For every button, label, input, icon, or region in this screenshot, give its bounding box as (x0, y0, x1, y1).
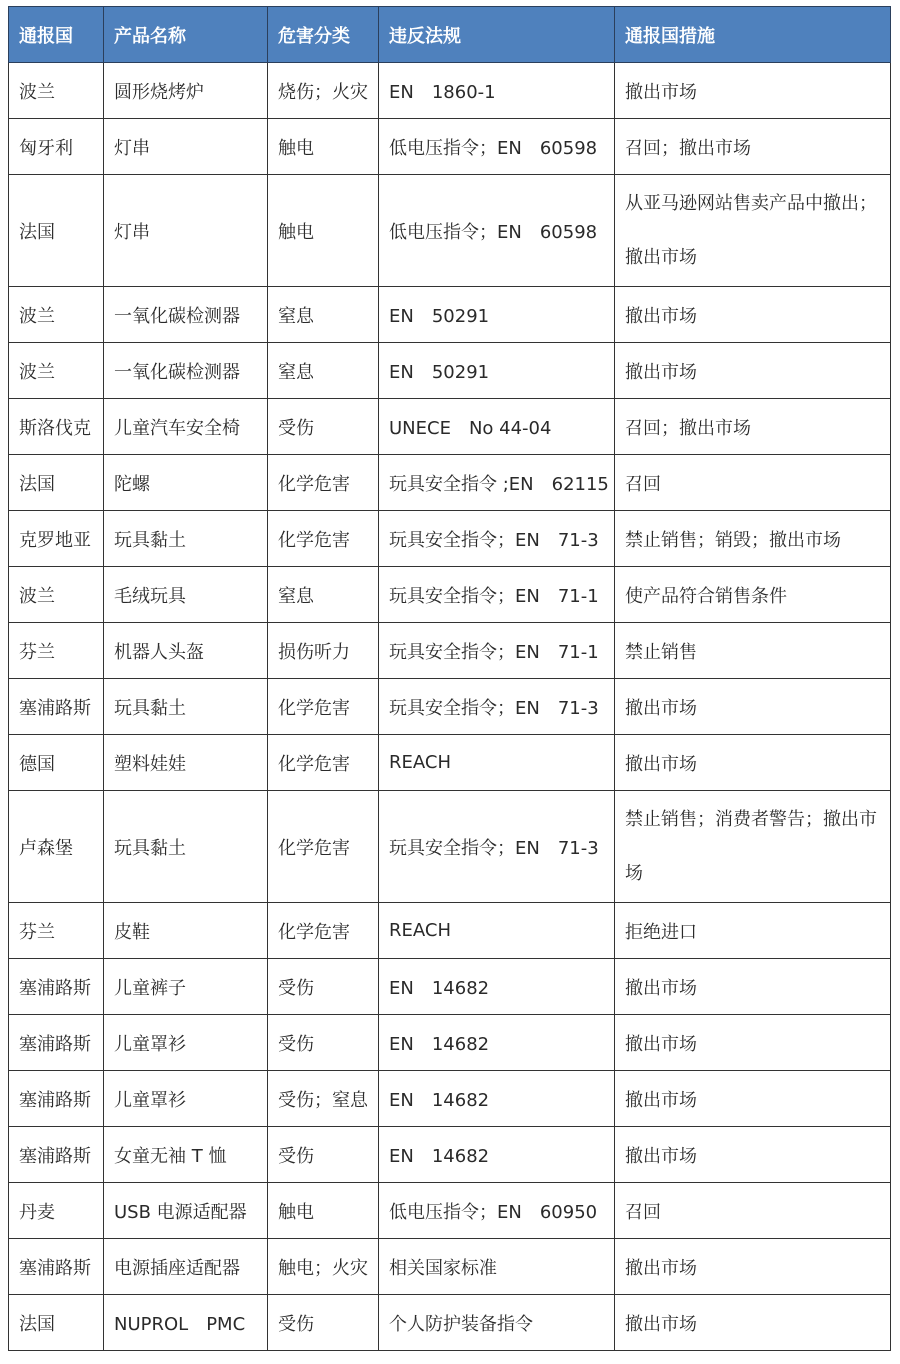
header-hazard: 危害分类 (268, 7, 379, 63)
cell-product: 玩具黏土 (104, 791, 268, 903)
table-row (9, 399, 891, 455)
cell-product: 一氧化碳检测器 (104, 343, 268, 399)
cell-hazard: 化学危害 (268, 455, 379, 511)
cell-country: 塞浦路斯 (9, 1127, 104, 1183)
table-row (9, 1295, 891, 1351)
cell-regulation: 低电压指令；EN 60950 (379, 1183, 615, 1239)
cell-product: USB 电源适配器 (104, 1183, 268, 1239)
cell-hazard: 受伤 (268, 399, 379, 455)
cell-measure: 撤出市场 (615, 735, 891, 791)
cell-measure: 禁止销售 (615, 623, 891, 679)
cell-product: 陀螺 (104, 455, 268, 511)
cell-product: 塑料娃娃 (104, 735, 268, 791)
cell-country: 法国 (9, 1295, 104, 1351)
cell-product: 毛绒玩具 (104, 567, 268, 623)
cell-regulation: UNECE No 44-04 (379, 399, 615, 455)
cell-country: 波兰 (9, 343, 104, 399)
cell-measure: 撤出市场 (615, 959, 891, 1015)
cell-hazard: 烧伤；火灾 (268, 63, 379, 119)
cell-hazard: 触电 (268, 119, 379, 175)
cell-country: 克罗地亚 (9, 511, 104, 567)
cell-hazard: 损伤听力 (268, 623, 379, 679)
cell-country: 塞浦路斯 (9, 1239, 104, 1295)
cell-country: 芬兰 (9, 903, 104, 959)
cell-product: 玩具黏土 (104, 679, 268, 735)
recall-notification-table (8, 6, 891, 1351)
cell-measure: 撤出市场 (615, 679, 891, 735)
cell-measure: 撤出市场 (615, 63, 891, 119)
table-row (9, 343, 891, 399)
cell-measure: 召回；撤出市场 (615, 399, 891, 455)
table-row (9, 175, 891, 287)
cell-measure: 撤出市场 (615, 1015, 891, 1071)
cell-product: 灯串 (104, 119, 268, 175)
table-row (9, 511, 891, 567)
table-row (9, 679, 891, 735)
cell-regulation: 玩具安全指令 ;EN 62115 (379, 455, 615, 511)
cell-country: 塞浦路斯 (9, 1071, 104, 1127)
cell-measure: 撤出市场 (615, 1239, 891, 1295)
table-row (9, 1015, 891, 1071)
cell-hazard: 化学危害 (268, 735, 379, 791)
cell-product: 儿童汽车安全椅 (104, 399, 268, 455)
table-row (9, 119, 891, 175)
cell-measure: 拒绝进口 (615, 903, 891, 959)
cell-regulation: EN 14682 (379, 1127, 615, 1183)
cell-measure: 撤出市场 (615, 287, 891, 343)
cell-product: 儿童罩衫 (104, 1015, 268, 1071)
cell-country: 丹麦 (9, 1183, 104, 1239)
table-row (9, 791, 891, 903)
cell-hazard: 受伤；窒息 (268, 1071, 379, 1127)
cell-regulation: REACH (379, 903, 615, 959)
cell-hazard: 化学危害 (268, 903, 379, 959)
cell-hazard: 化学危害 (268, 679, 379, 735)
cell-measure: 禁止销售；销毁；撤出市场 (615, 511, 891, 567)
cell-hazard: 化学危害 (268, 511, 379, 567)
cell-product: 一氧化碳检测器 (104, 287, 268, 343)
table-row (9, 287, 891, 343)
cell-country: 法国 (9, 455, 104, 511)
cell-regulation: EN 14682 (379, 1071, 615, 1127)
cell-measure: 召回 (615, 455, 891, 511)
cell-country: 波兰 (9, 287, 104, 343)
cell-measure: 召回；撤出市场 (615, 119, 891, 175)
cell-measure: 从亚马逊网站售卖产品中撤出；撤出市场 (615, 175, 891, 287)
cell-measure: 召回 (615, 1183, 891, 1239)
cell-regulation: 相关国家标准 (379, 1239, 615, 1295)
table-body (9, 63, 891, 1351)
cell-regulation: 玩具安全指令；EN 71-3 (379, 791, 615, 903)
cell-regulation: 个人防护装备指令 (379, 1295, 615, 1351)
cell-hazard: 窒息 (268, 287, 379, 343)
table-row (9, 567, 891, 623)
cell-country: 塞浦路斯 (9, 959, 104, 1015)
cell-hazard: 触电 (268, 1183, 379, 1239)
cell-country: 波兰 (9, 63, 104, 119)
table-row (9, 1127, 891, 1183)
cell-product: 儿童罩衫 (104, 1071, 268, 1127)
cell-product: 玩具黏土 (104, 511, 268, 567)
cell-hazard: 触电；火灾 (268, 1239, 379, 1295)
table-row (9, 623, 891, 679)
cell-hazard: 受伤 (268, 1015, 379, 1071)
cell-measure: 禁止销售；消费者警告；撤出市场 (615, 791, 891, 903)
table-row (9, 735, 891, 791)
table-row (9, 959, 891, 1015)
cell-product: 儿童裤子 (104, 959, 268, 1015)
cell-measure: 撤出市场 (615, 1127, 891, 1183)
cell-regulation: EN 14682 (379, 959, 615, 1015)
table-row (9, 63, 891, 119)
cell-product: 皮鞋 (104, 903, 268, 959)
cell-hazard: 触电 (268, 175, 379, 287)
header-country: 通报国 (9, 7, 104, 63)
cell-regulation: 玩具安全指令；EN 71-3 (379, 511, 615, 567)
cell-product: 电源插座适配器 (104, 1239, 268, 1295)
cell-product: 机器人头盔 (104, 623, 268, 679)
cell-country: 芬兰 (9, 623, 104, 679)
cell-regulation: EN 1860-1 (379, 63, 615, 119)
cell-regulation: EN 14682 (379, 1015, 615, 1071)
cell-country: 法国 (9, 175, 104, 287)
table-row (9, 1239, 891, 1295)
header-measure: 通报国措施 (615, 7, 891, 63)
cell-regulation: 玩具安全指令；EN 71-1 (379, 567, 615, 623)
table-row (9, 455, 891, 511)
cell-country: 匈牙利 (9, 119, 104, 175)
cell-country: 斯洛伐克 (9, 399, 104, 455)
cell-regulation: EN 50291 (379, 343, 615, 399)
cell-country: 德国 (9, 735, 104, 791)
cell-hazard: 受伤 (268, 959, 379, 1015)
table-header-row (9, 7, 891, 63)
cell-hazard: 受伤 (268, 1127, 379, 1183)
cell-hazard: 窒息 (268, 343, 379, 399)
table-row (9, 1071, 891, 1127)
cell-hazard: 受伤 (268, 1295, 379, 1351)
cell-measure: 使产品符合销售条件 (615, 567, 891, 623)
header-product: 产品名称 (104, 7, 268, 63)
cell-product: 灯串 (104, 175, 268, 287)
cell-hazard: 化学危害 (268, 791, 379, 903)
header-regulation: 违反法规 (379, 7, 615, 63)
cell-measure: 撤出市场 (615, 343, 891, 399)
cell-country: 塞浦路斯 (9, 1015, 104, 1071)
cell-regulation: 玩具安全指令；EN 71-1 (379, 623, 615, 679)
cell-measure: 撤出市场 (615, 1295, 891, 1351)
cell-regulation: 低电压指令；EN 60598 (379, 119, 615, 175)
cell-regulation: 低电压指令；EN 60598 (379, 175, 615, 287)
table-row (9, 1183, 891, 1239)
recall-notification-table-container (8, 6, 890, 1351)
cell-hazard: 窒息 (268, 567, 379, 623)
cell-product: 圆形烧烤炉 (104, 63, 268, 119)
cell-country: 卢森堡 (9, 791, 104, 903)
cell-measure: 撤出市场 (615, 1071, 891, 1127)
cell-country: 波兰 (9, 567, 104, 623)
cell-regulation: 玩具安全指令；EN 71-3 (379, 679, 615, 735)
cell-product: NUPROL PMC (104, 1295, 268, 1351)
cell-regulation: EN 50291 (379, 287, 615, 343)
cell-regulation: REACH (379, 735, 615, 791)
cell-country: 塞浦路斯 (9, 679, 104, 735)
cell-product: 女童无袖 T 恤 (104, 1127, 268, 1183)
table-row (9, 903, 891, 959)
